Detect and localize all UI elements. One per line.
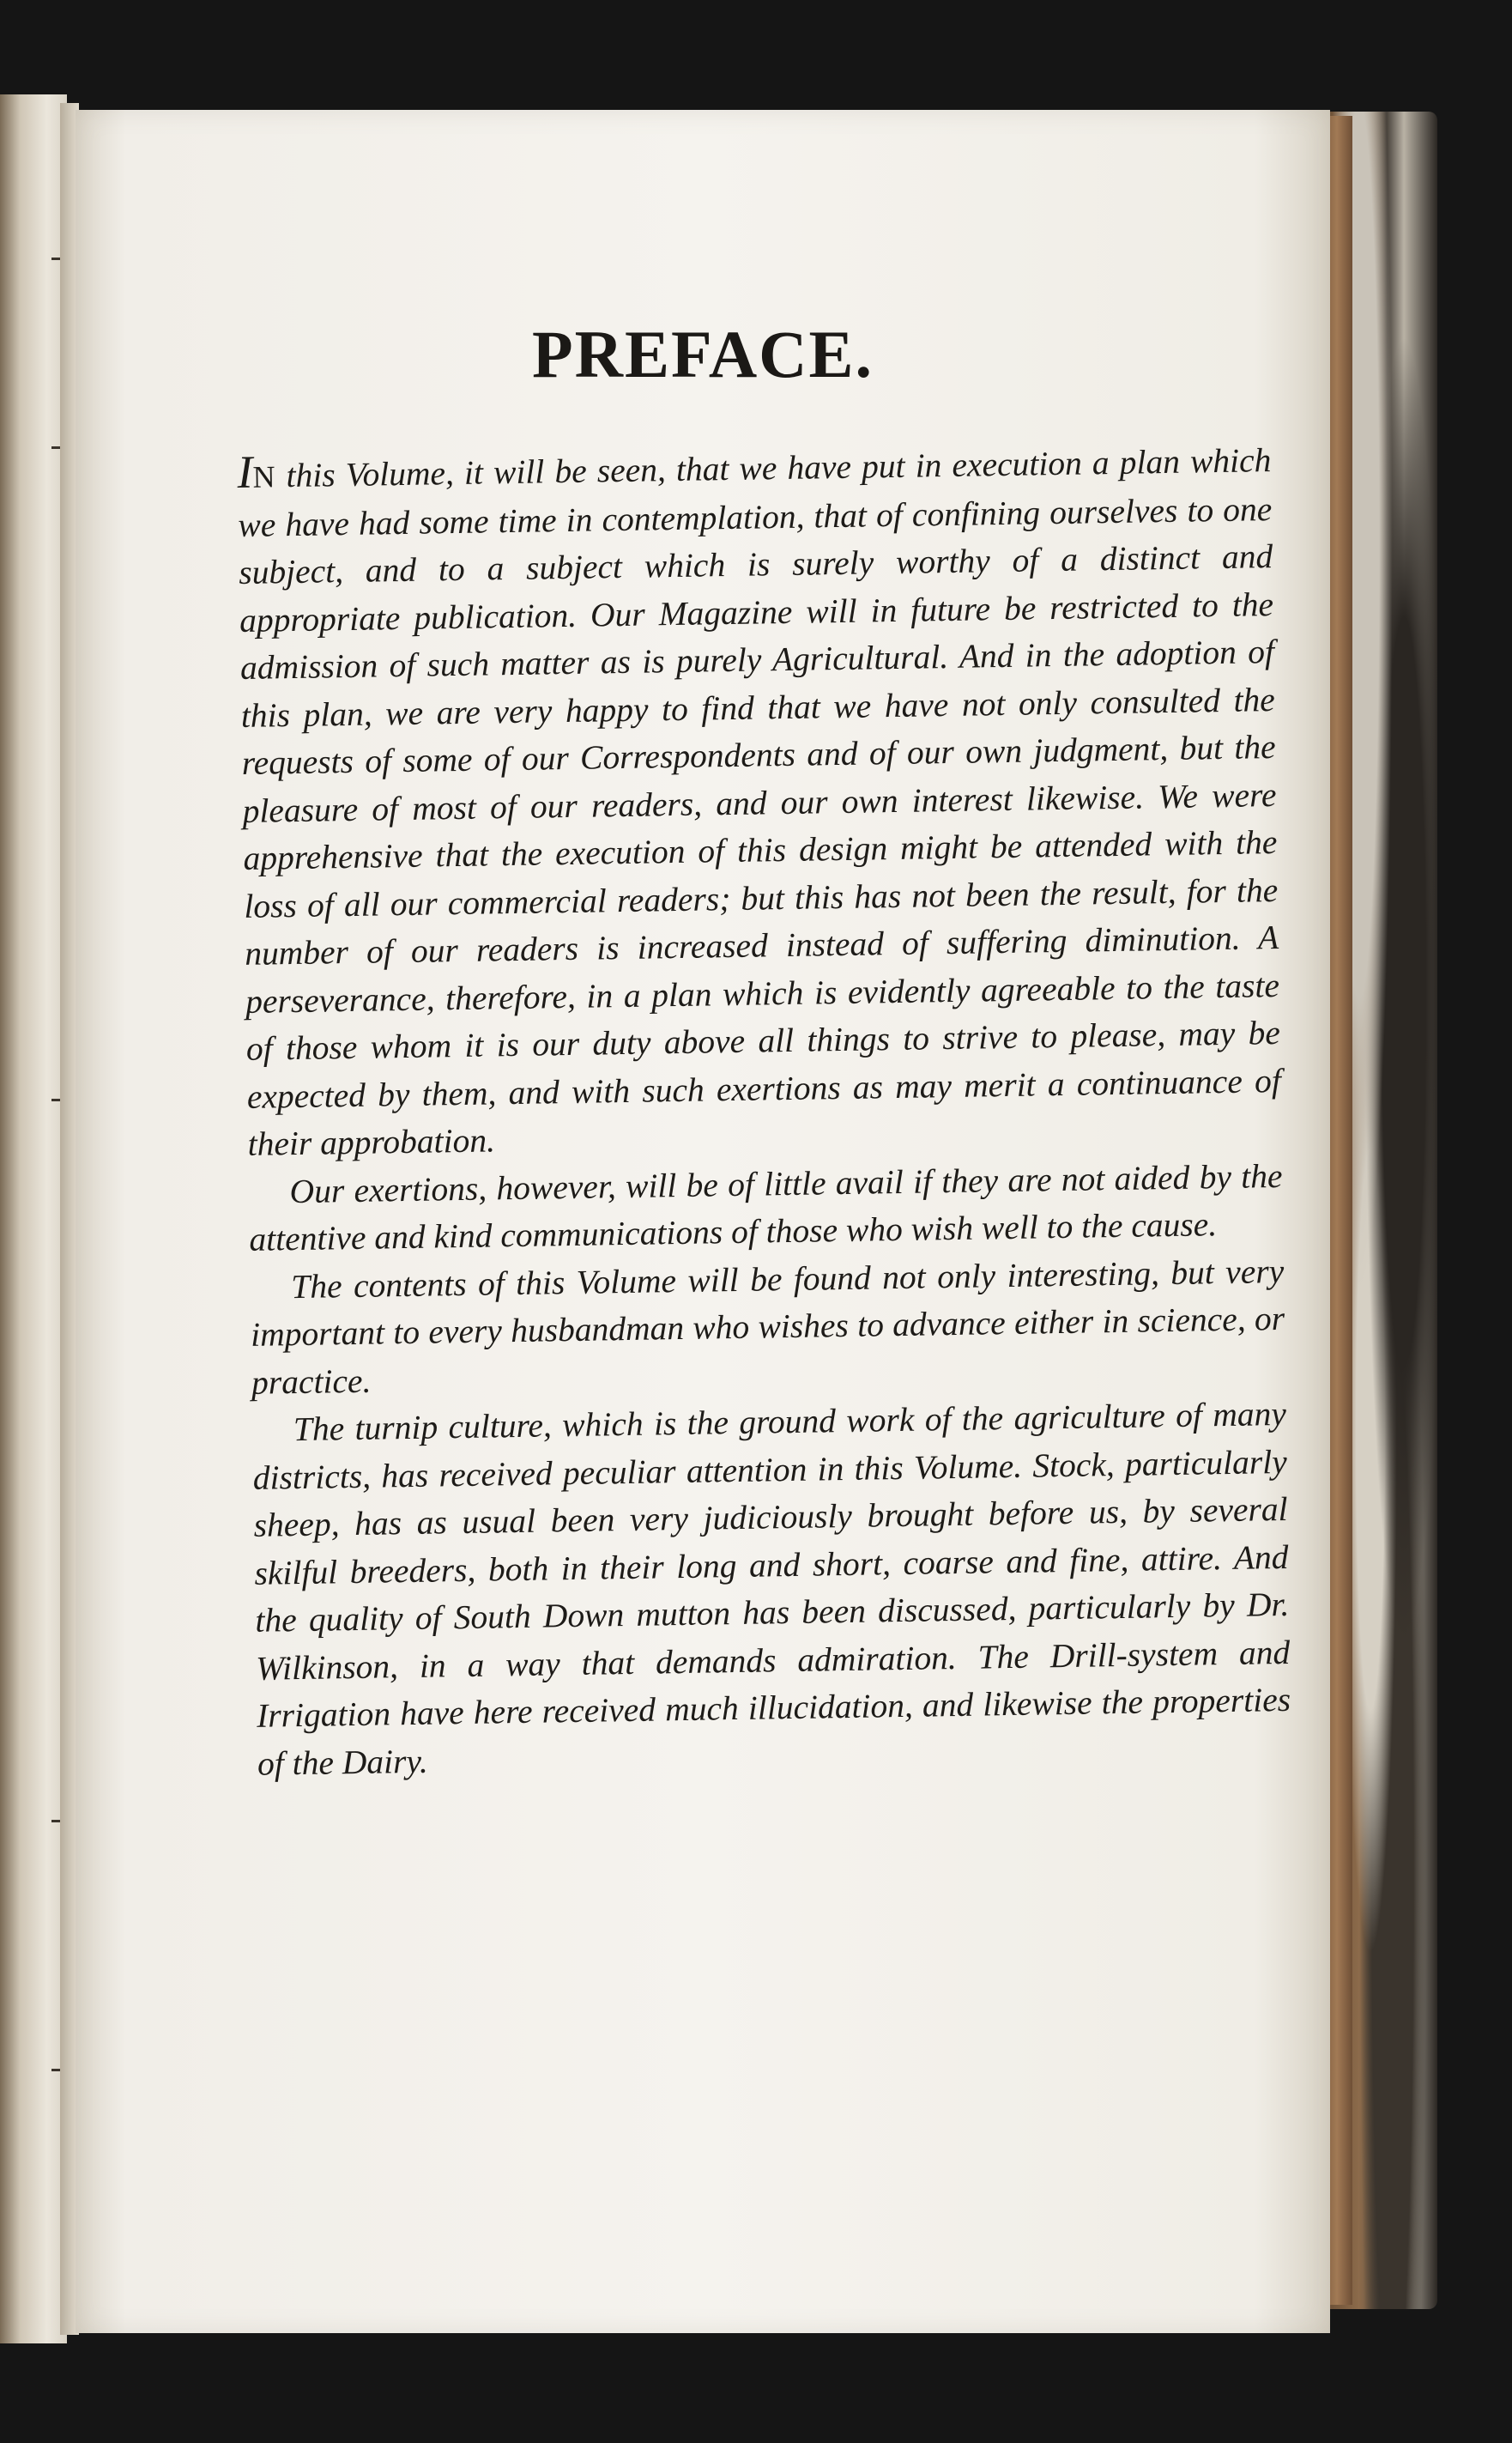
preface-body <box>237 433 1291 1788</box>
paragraph-3: The contents of this Volume will be found not only interesting, but very important to every husbandman who wishes to advance either in science, or practice. <box>250 1252 1285 1402</box>
page-title: PREFACE. <box>531 317 874 391</box>
paragraph-1 <box>237 433 1282 1168</box>
book-page <box>76 110 1330 2333</box>
paragraph-1-text: this Volume, it will be seen, that we have put in execution a plan which we have had some time in contemplation, that of confining ourselves to one subject, and to a subject which is surely worthy of a distinct and appropriate publication. Our Magazine will in future be restricted to the admission of such matter as is purely Agricultural. And in the adoption of this plan, we are very happy to find that we have not only consulted the requests of some of our Correspondents and of our own judgment, but the pleasure of most of our readers, and our own interest likewise. We were apprehensive that the execution of this design might be attended with the loss of all our commercial readers; but this has not been the result, for the number of our readers is increased instead of suffering diminution. A perseverance, therefore, in a plan which is evidently agreeable to the taste of those whom it is our duty above all things to strive to please, may be expected by them, and with such exertions as may merit a continuance of their approbation. <box>238 441 1282 1163</box>
paragraph-2: Our exertions, however, will be of little avail if they are not aided by the attentive and kind communications of those who wish well to the cause. <box>249 1156 1283 1258</box>
opening-smallcap: N <box>252 459 276 494</box>
paragraph-4: The turnip culture, which is the ground work of the agriculture of many districts, has received peculiar attention in this Volume. Stock, particularly sheep, has as usual been very judiciously brought before us, by several skilful breeders, both in their long and short, coarse and fine, attire. And the quality of South Down mutton has been discussed, particularly by Dr. Wilkinson, in a way that demands admiration. The Drill-system and Irrigation have here received much illucidation, and likewise the properties of the Dairy. <box>252 1394 1291 1783</box>
facing-page-edge <box>0 94 67 2343</box>
drop-initial: I <box>236 446 253 498</box>
